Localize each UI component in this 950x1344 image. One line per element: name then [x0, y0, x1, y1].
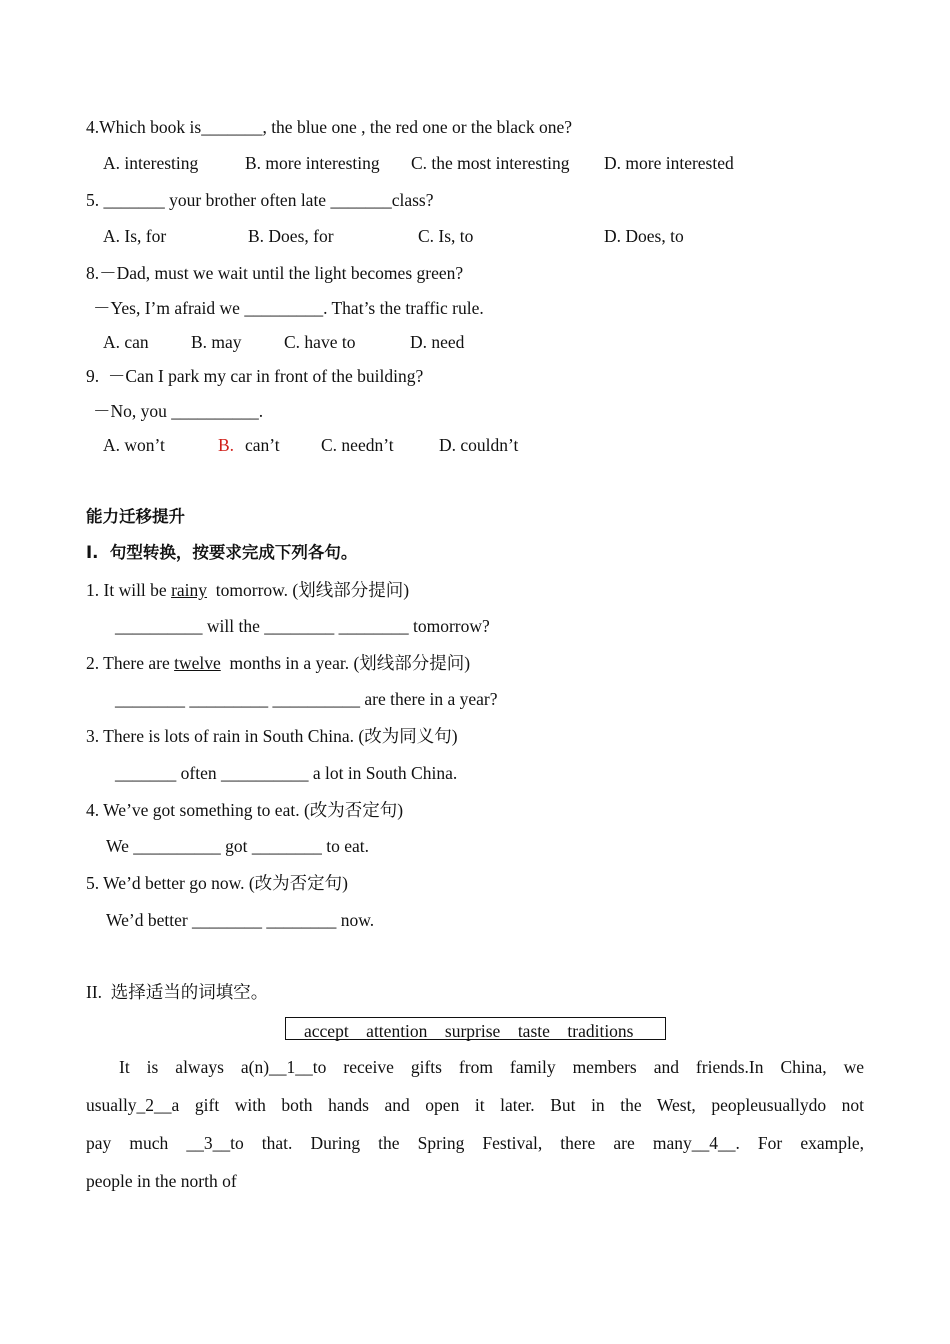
q4-option-c: C. the most interesting — [411, 153, 570, 173]
item3-answer: _______ often __________ a lot in South China. — [115, 763, 458, 783]
q8-option-d: D. need — [410, 332, 465, 352]
q4-option-d: D. more interested — [604, 153, 734, 173]
word-box-text: accept attention surprise taste traditions — [304, 1021, 634, 1041]
item5-answer: We’d better ________ ________ now. — [106, 910, 375, 930]
item4-question: 4. We’ve got something to eat. (改为否定句) — [86, 800, 404, 820]
q9-line1: 9. －Can I park my car in front of the building? — [86, 366, 424, 386]
q5-option-a: A. Is, for — [103, 226, 167, 246]
q9-option-a: A. won’t — [103, 435, 165, 455]
passage-line-2: usually_2__a gift with both hands and open it later. But in the West, peopleusuallydo not — [86, 1095, 864, 1115]
item1-question — [86, 579, 409, 601]
passage-line-4: people in the north of — [86, 1171, 237, 1191]
q5-option-b: B. Does, for — [248, 226, 334, 246]
q4-option-b: B. more interesting — [245, 153, 380, 173]
q9-option-b-text: can’t — [245, 435, 280, 455]
item5-question: 5. We’d better go now. (改为否定句) — [86, 873, 349, 893]
q8-option-b: B. may — [191, 332, 242, 352]
item1-answer: __________ will the ________ ________ tomorrow? — [115, 616, 490, 636]
item1-pre: 1. It will be — [86, 580, 172, 600]
part2-title: II. 选择适当的词填空。 — [86, 982, 269, 1002]
item2-post: months in a year. (划线部分提问) — [220, 653, 471, 673]
item2-question — [86, 652, 470, 674]
item2-pre: 2. There are — [86, 653, 175, 673]
q8-option-c: C. have to — [284, 332, 356, 352]
q4-stem: 4.Which book is_______, the blue one , the red one or the black one? — [86, 117, 572, 137]
passage-line-1: It is always a(n)__1__to receive gifts from family members and friends.In China, we — [119, 1057, 864, 1077]
q9-option-d: D. couldn’t — [439, 435, 519, 455]
passage-line-3: pay much __3__to that. During the Spring Festival, there are many__4__. For example, — [86, 1133, 864, 1153]
q9-option-b-letter: B. — [218, 435, 235, 455]
q8-option-a: A. can — [103, 332, 149, 352]
q4-option-a: A. interesting — [103, 153, 199, 173]
section-heading: 能力迁移提升 — [86, 507, 185, 526]
q9-line2: －No, you __________. — [93, 401, 264, 421]
q8-line2: －Yes, I’m afraid we _________. That’s the traffic rule. — [93, 298, 484, 318]
q9-option-c: C. needn’t — [321, 435, 394, 455]
q5-option-c: C. Is, to — [418, 226, 474, 246]
item1-underlined: rainy — [171, 580, 208, 600]
item4-answer: We __________ got ________ to eat. — [106, 836, 370, 856]
item3-question: 3. There is lots of rain in South China. (改为同义句) — [86, 726, 458, 746]
item2-underlined: twelve — [174, 653, 221, 673]
q5-stem: 5. _______ your brother often late _______class? — [86, 190, 434, 210]
q5-option-d: D. Does, to — [604, 226, 684, 246]
item2-answer: ________ _________ __________ are there in a year? — [115, 689, 498, 709]
item1-post: tomorrow. (划线部分提问) — [207, 580, 410, 600]
q8-line1: 8.－Dad, must we wait until the light becomes green? — [86, 263, 464, 283]
part1-title: I. 句型转换，按要求完成下列各句。 — [86, 543, 358, 562]
